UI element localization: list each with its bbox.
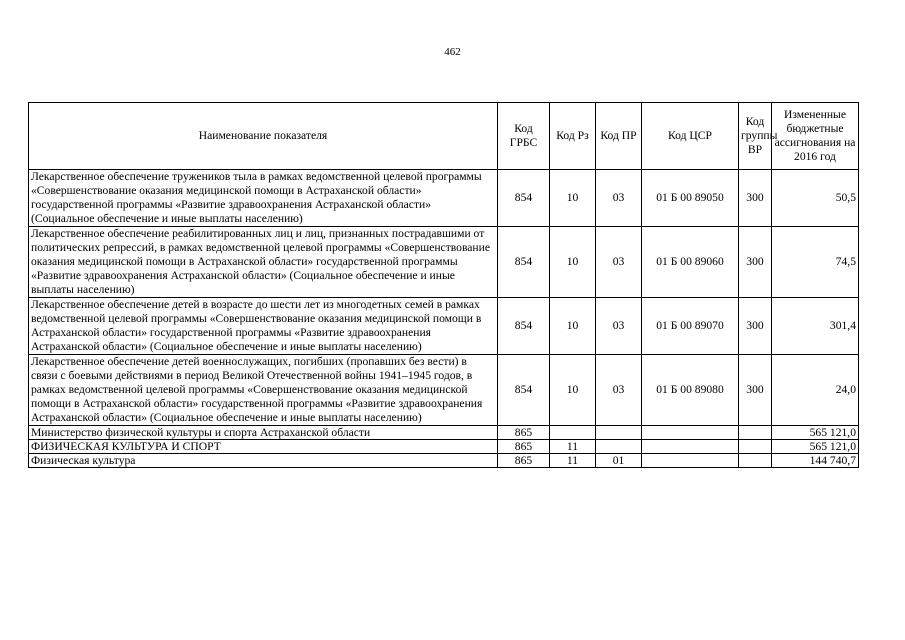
row-csr [642,440,739,454]
table-row [29,355,859,426]
row-amount: 50,5 [772,170,859,227]
row-rz: 11 [550,440,596,454]
row-rz: 10 [550,298,596,355]
row-vr [739,454,772,468]
row-rz: 11 [550,454,596,468]
row-pr: 03 [596,227,642,298]
header-amount: Измененные бюджетные ассигнования на 2016 год [772,103,859,170]
row-amount: 565 121,0 [772,440,859,454]
row-grbs: 865 [498,440,550,454]
row-pr [596,426,642,440]
row-grbs: 854 [498,227,550,298]
row-name: Лекарственное обеспечение реабилитированных лиц и лиц, признанных пострадавшими от политических репрессий, в рамках ведомственной целевой программы «Совершенствование оказания медицинской помощи в Астраханской области» государственной программы «Развитие здравоохранения Астраханской области» (Социальное обеспечение и иные выплаты населению) [29,227,498,298]
row-csr: 01 Б 00 89080 [642,355,739,426]
row-grbs: 854 [498,170,550,227]
row-grbs: 854 [498,298,550,355]
row-csr: 01 Б 00 89060 [642,227,739,298]
header-rz: Код Рз [550,103,596,170]
row-amount: 565 121,0 [772,426,859,440]
row-csr: 01 Б 00 89070 [642,298,739,355]
row-name: Лекарственное обеспечение детей военнослужащих, погибших (пропавших без вести) в связи с боевыми действиями в период Великой Отечественной войны 1941–1945 годов, в рамках ведомственной целевой программы «Совершенствование оказания медицинской помощи в Астраханской области» государственной программы «Развитие здравоохранения Астраханской области» (Социальное обеспечение и иные выплаты населению) [29,355,498,426]
row-grbs: 865 [498,454,550,468]
row-csr [642,426,739,440]
row-pr: 03 [596,355,642,426]
header-csr: Код ЦСР [642,103,739,170]
header-grbs: Код ГРБС [498,103,550,170]
page-number: 462 [444,46,461,58]
row-pr: 03 [596,298,642,355]
table-row [29,454,859,468]
header-row [29,103,859,170]
table-row [29,440,859,454]
table-row [29,298,859,355]
row-csr: 01 Б 00 89050 [642,170,739,227]
row-name: Лекарственное обеспечение тружеников тыла в рамках ведомственной целевой программы «Совершенствование оказания медицинской помощи в Астраханской области» государственной программы «Развитие здравоохранения Астраханской области» (Социальное обеспечение и иные выплаты населению) [29,170,498,227]
row-grbs: 865 [498,426,550,440]
row-amount: 24,0 [772,355,859,426]
row-vr: 300 [739,227,772,298]
row-pr [596,440,642,454]
table-row [29,170,859,227]
row-vr [739,426,772,440]
row-pr: 01 [596,454,642,468]
row-grbs: 854 [498,355,550,426]
row-rz [550,426,596,440]
row-vr: 300 [739,170,772,227]
row-name: ФИЗИЧЕСКАЯ КУЛЬТУРА И СПОРТ [29,440,498,454]
row-rz: 10 [550,355,596,426]
row-name: Лекарственное обеспечение детей в возрасте до шести лет из многодетных семей в рамках ведомственной целевой программы «Совершенствование оказания медицинской помощи в Астраханской области» государственной программы «Развитие здравоохранения Астраханской области» (Социальное обеспечение и иные выплаты населению) [29,298,498,355]
row-vr: 300 [739,298,772,355]
table-row [29,227,859,298]
row-pr: 03 [596,170,642,227]
row-vr [739,440,772,454]
row-amount: 144 740,7 [772,454,859,468]
budget-table [28,102,859,468]
row-name: Физическая культура [29,454,498,468]
header-pr: Код ПР [596,103,642,170]
header-vr: Код группы ВР [739,103,772,170]
row-csr [642,454,739,468]
row-name: Министерство физической культуры и спорта Астраханской области [29,426,498,440]
row-rz: 10 [550,170,596,227]
row-vr: 300 [739,355,772,426]
row-amount: 301,4 [772,298,859,355]
header-name: Наименование показателя [29,103,498,170]
table-row [29,426,859,440]
row-rz: 10 [550,227,596,298]
row-amount: 74,5 [772,227,859,298]
